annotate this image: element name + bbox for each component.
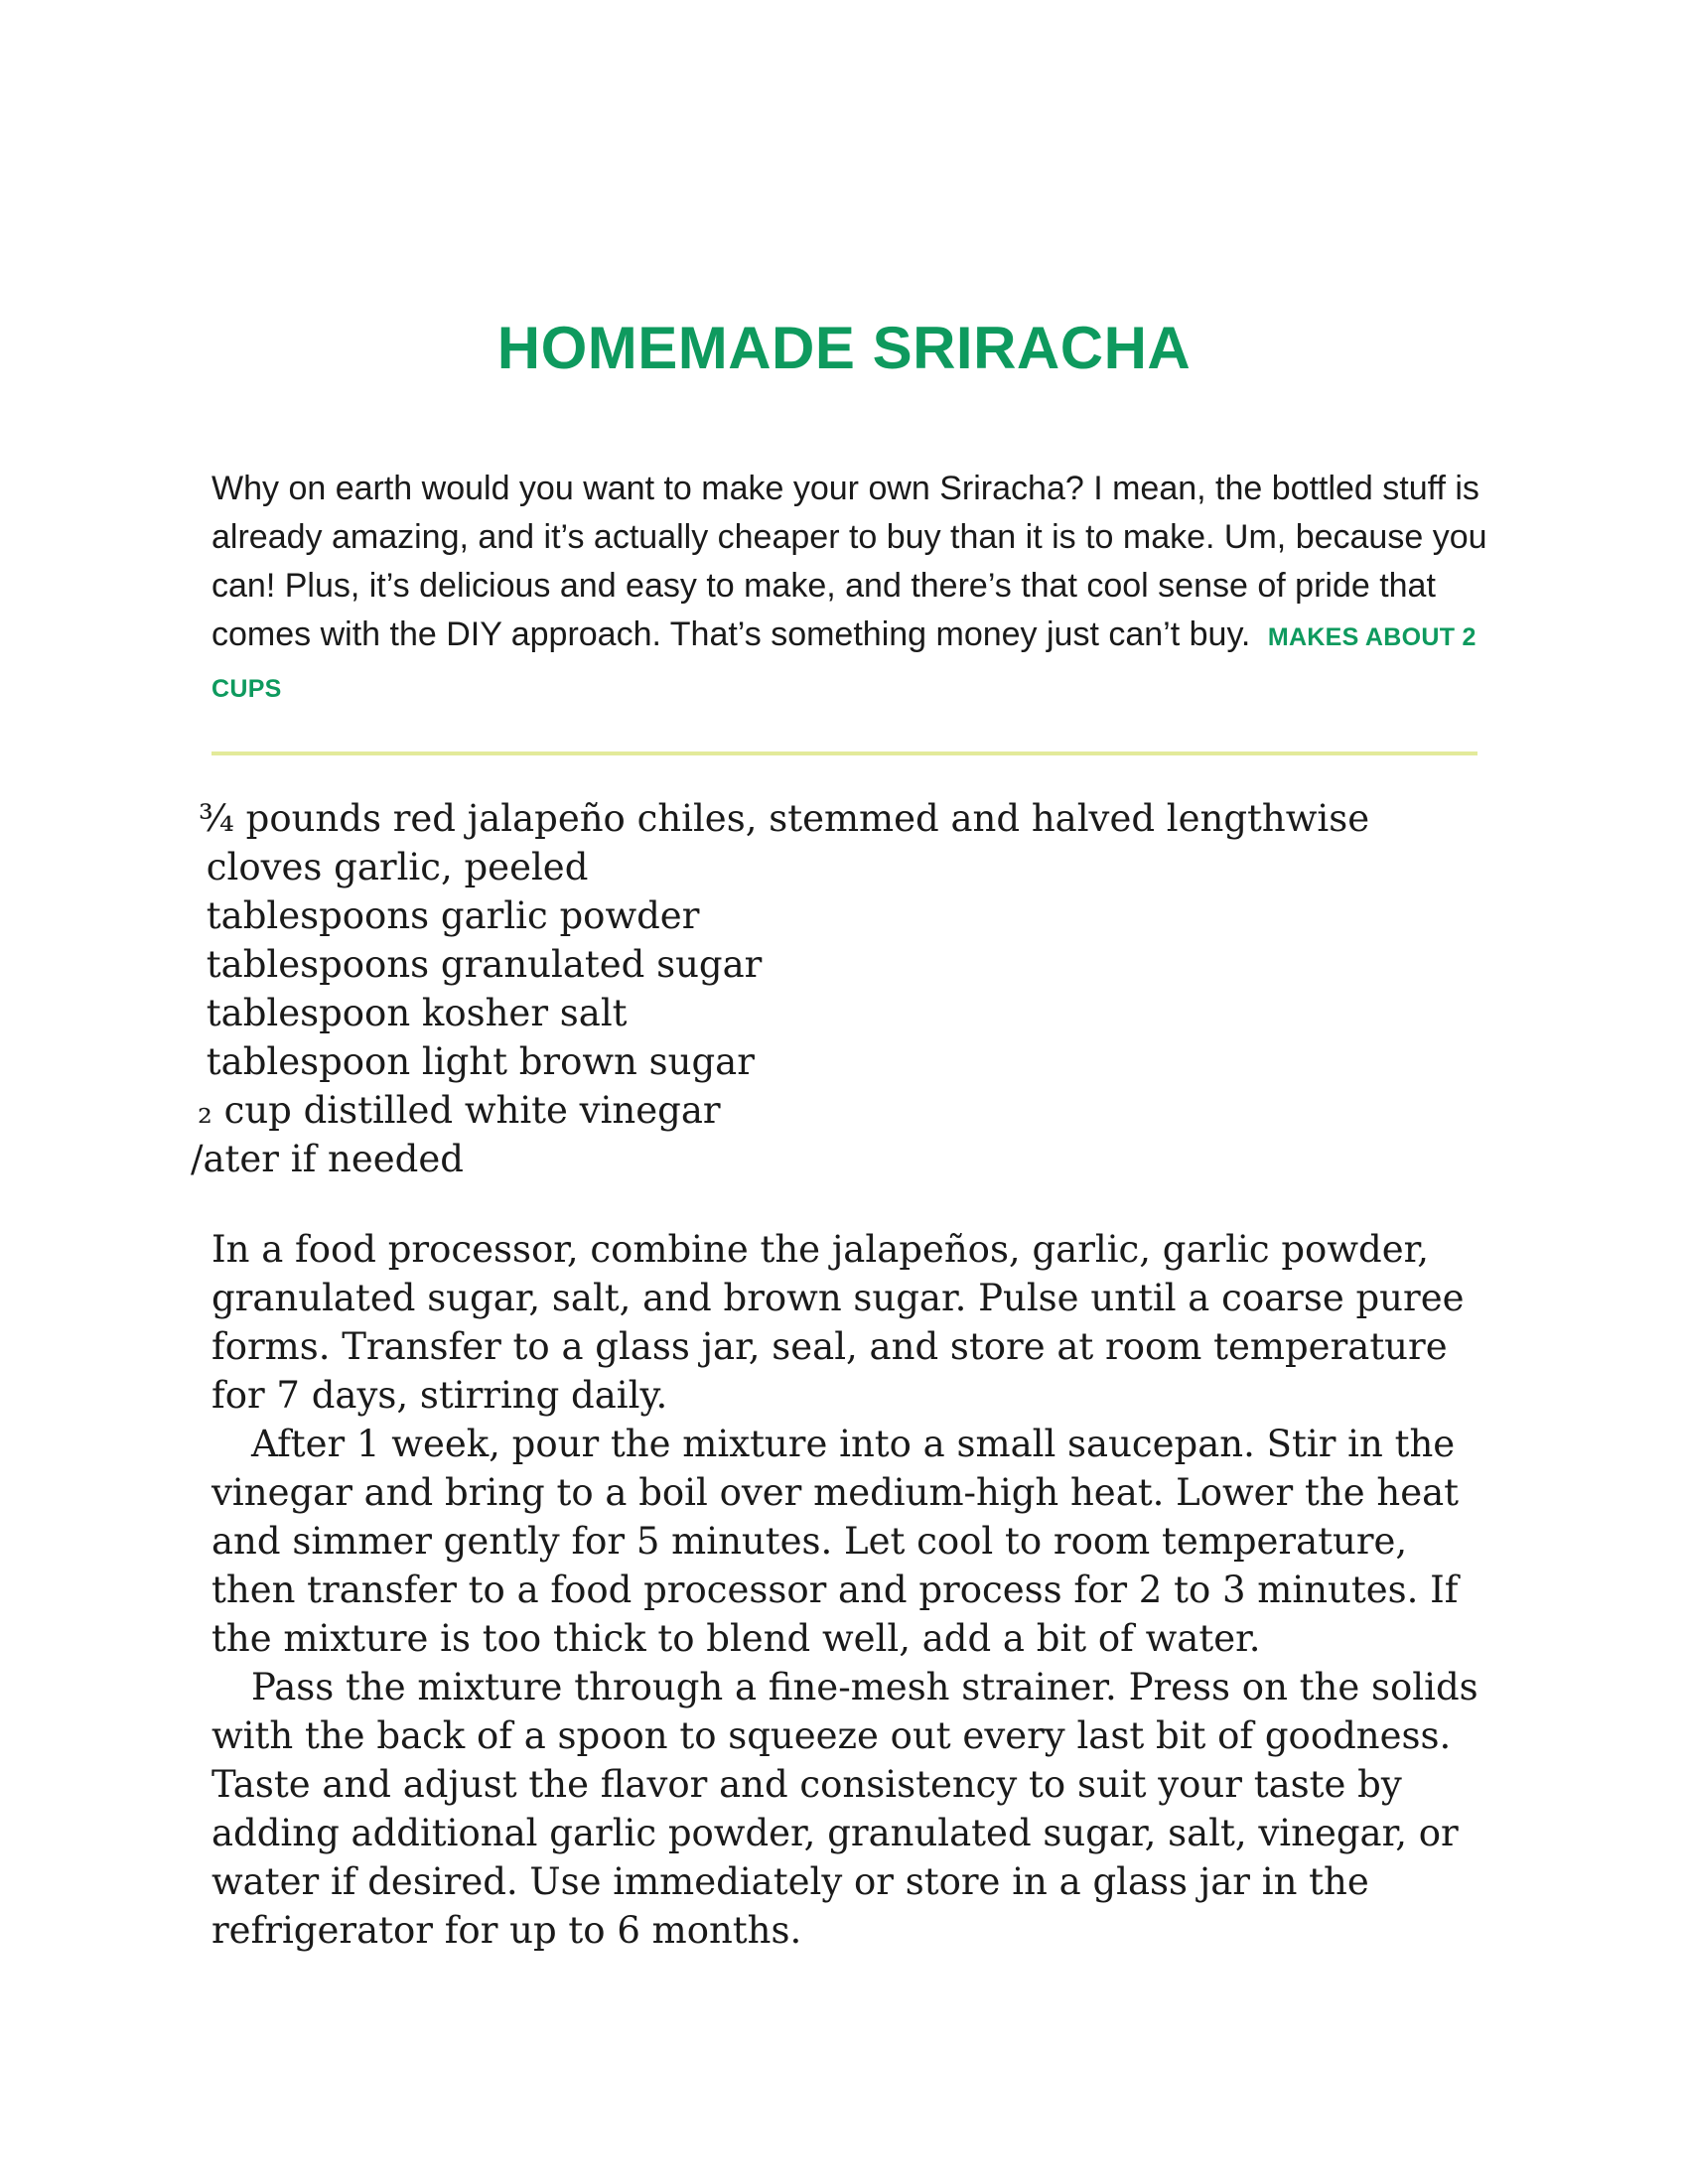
ingredient-quantity: ¾ [199,797,234,840]
ingredient-item [195,891,699,940]
ingredient-item [198,1086,721,1135]
ingredient-text: cloves garlic, peeled [195,846,589,888]
ingredient-text: tablespoons garlic powder [195,894,700,937]
ingredient-text: tablespoons granulated sugar [195,943,763,986]
method-step: Pass the mixture through a fine-mesh strainer. Press on the solids with the back of a spoon to squeeze out every last bit of goodness. Taste and adjust the flavor and consistency to suit your taste by adding additional garlic powder, granulated sugar, salt, vinegar, or water if desired. Use immediately or store in a glass jar in the refrigerator for up to 6 months. [211,1666,1478,1952]
recipe-yield: MAKES ABOUT 2 CUPS [211,623,1477,703]
ingredient-quantity: ₂ [198,1089,212,1132]
recipe-intro [211,465,1502,714]
ingredient-text: tablespoon kosher salt [195,992,628,1034]
ingredient-list [0,794,1688,1191]
ingredient-text: cup distilled white vinegar [211,1089,721,1132]
intro-text: Why on earth would you want to make your own Sriracha? I mean, the bottled stuff is already amazing, and it’s actually cheaper to buy than it is to make. Um, because you can! Plus, it’s delicious and easy to make, and there’s that cool sense of pride that comes with the DIY approach. That’s something money just can’t buy. [211,470,1487,653]
ingredient-item [195,1037,755,1086]
ingredient-item [199,794,1369,843]
ingredient-item [191,1135,464,1183]
ingredient-text: pounds red jalapeño chiles, stemmed and halved lengthwise [233,797,1370,840]
method-step: In a food processor, combine the jalapeños, garlic, garlic powder, granulated sugar, salt, and brown sugar. Pulse until a coarse puree forms. Transfer to a glass jar, seal, and store at room temperature for 7 days, stirring daily. [211,1228,1465,1417]
recipe-title: HOMEMADE SRIRACHA [496,315,1192,381]
ingredient-item [195,989,628,1037]
section-divider [211,751,1477,755]
method-section [211,1225,1492,1955]
method-step: After 1 week, pour the mixture into a small saucepan. Stir in the vinegar and bring to a boil over medium-high heat. Lower the heat and simmer gently for 5 minutes. Let cool to room temperature, then transfer to a food processor and process for 2 to 3 minutes. If the mixture is too thick to blend well, add a bit of water. [211,1423,1460,1660]
ingredient-text: /ater if needed [191,1138,464,1180]
ingredient-text: tablespoon light brown sugar [195,1040,755,1083]
ingredient-item [195,843,588,891]
ingredient-item [195,940,762,989]
